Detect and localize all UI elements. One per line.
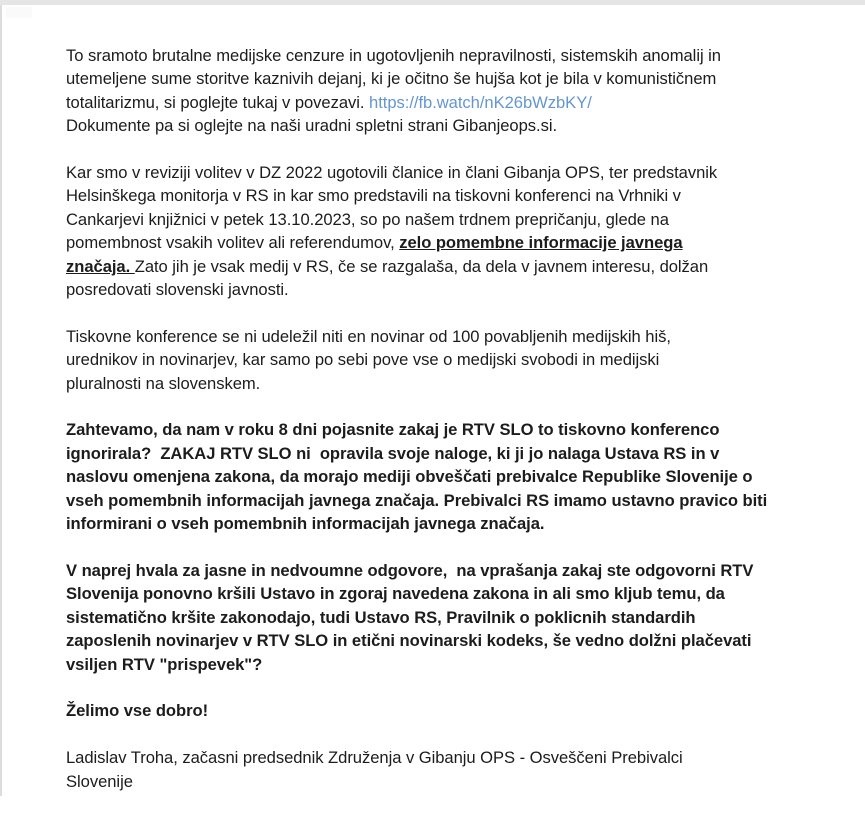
document-body (66, 44, 826, 816)
text-run: pluralnosti na slovenskem. (66, 373, 261, 393)
paragraph-3 (66, 325, 826, 395)
text-run: Slovenija ponovno kršili Ustavo in zgoraj navedena zakona in ali smo kljub temu, da (66, 584, 725, 604)
text-run: pomembnost vsakih volitev ali referendumov, (66, 233, 400, 253)
text-run: informirani o vseh pomembnih informacijah javnega značaja. (66, 514, 545, 534)
top-left-artifact (6, 7, 32, 18)
text-run: Zahtevamo, da nam v roku 8 dni pojasnite zakaj je RTV SLO to tiskovno konferenco (66, 420, 720, 440)
paragraph-4 (66, 418, 826, 535)
text-run: vsiljen RTV "prispevek"? (66, 654, 263, 674)
text-run: Ladislav Troha, začasni predsednik Združenja v Gibanju OPS - Osveščeni Prebivalci (66, 748, 683, 768)
paragraph-6 (66, 699, 826, 722)
text-run: Želimo vse dobro! (66, 701, 209, 721)
text-run: vseh pomembnih informacijah javnega značaja. Prebivalci RS imamo ustavno pravico biti (66, 490, 768, 510)
text-run: naslovu omenjena zakona, da morajo mediji obveščati prebivalce Republike Slovenije o (66, 467, 753, 487)
text-run: posredovati slovenski javnosti. (66, 280, 289, 300)
paragraph-7 (66, 746, 826, 793)
text-run: Tiskovne konference se ni udeležil niti en novinar od 100 povabljenih medijskih hiš, (66, 326, 671, 346)
text-run: Helsinškega monitorja v RS in kar smo predstavili na tiskovni konferenci na Vrhniki v (66, 186, 681, 206)
text-run: sistematično kršite zakonodajo, tudi Ustavo RS, Pravilnik o poklicnih standardih (66, 607, 696, 627)
paragraph-1 (66, 44, 826, 138)
text-run: Slovenije (66, 771, 133, 791)
text-run: V naprej hvala za jasne in nedvoumne odgovore, na vprašanja zakaj ste odgovorni RTV (66, 560, 754, 580)
text-run: To sramoto brutalne medijske cenzure in ugotovljenih nepravilnosti, sistemskih anomalij in (66, 46, 721, 65)
text-run: zaposlenih novinarjev v RTV SLO in etični novinarski kodeks, še vedno dolžni plačevati (66, 631, 752, 651)
paragraph-5 (66, 559, 826, 676)
text-run: Kar smo v reviziji volitev v DZ 2022 ugotovili članice in člani Gibanja OPS, ter predstavnik (66, 163, 718, 183)
top-border (0, 0, 865, 5)
paragraph-2 (66, 161, 826, 301)
text-run: zelo pomembne informacije javnega (399, 233, 683, 253)
text-run: utemeljene sume storitve kaznivih dejanj, ki je očitno še hujša kot je bila v komunističnem (66, 69, 717, 89)
text-run: Zato jih je vsak medij v RS, če se razgalaša, da dela v javnem interesu, dolžan (134, 256, 709, 276)
left-border (0, 5, 2, 796)
text-run: totalitarizmu, si poglejte tukaj v povezavi. (66, 92, 370, 112)
text-run: Dokumente pa si oglejte na naši uradni spletni strani Gibanjeops.si. (66, 116, 558, 136)
text-run: urednikov in novinarjev, kar samo po sebi pove vse o medijski svobodi in medijski (66, 350, 660, 370)
text-run: značaja. (66, 256, 135, 276)
facebook-watch-link[interactable]: https://fb.watch/nK26bWzbKY/ (369, 92, 592, 112)
text-run: Cankarjevi knjižnici v petek 13.10.2023, so po našem trdnem prepričanju, glede na (66, 209, 669, 229)
text-run: ignorirala? ZAKAJ RTV SLO ni opravila svoje naloge, ki ji jo nalaga Ustava RS in v (66, 443, 720, 463)
